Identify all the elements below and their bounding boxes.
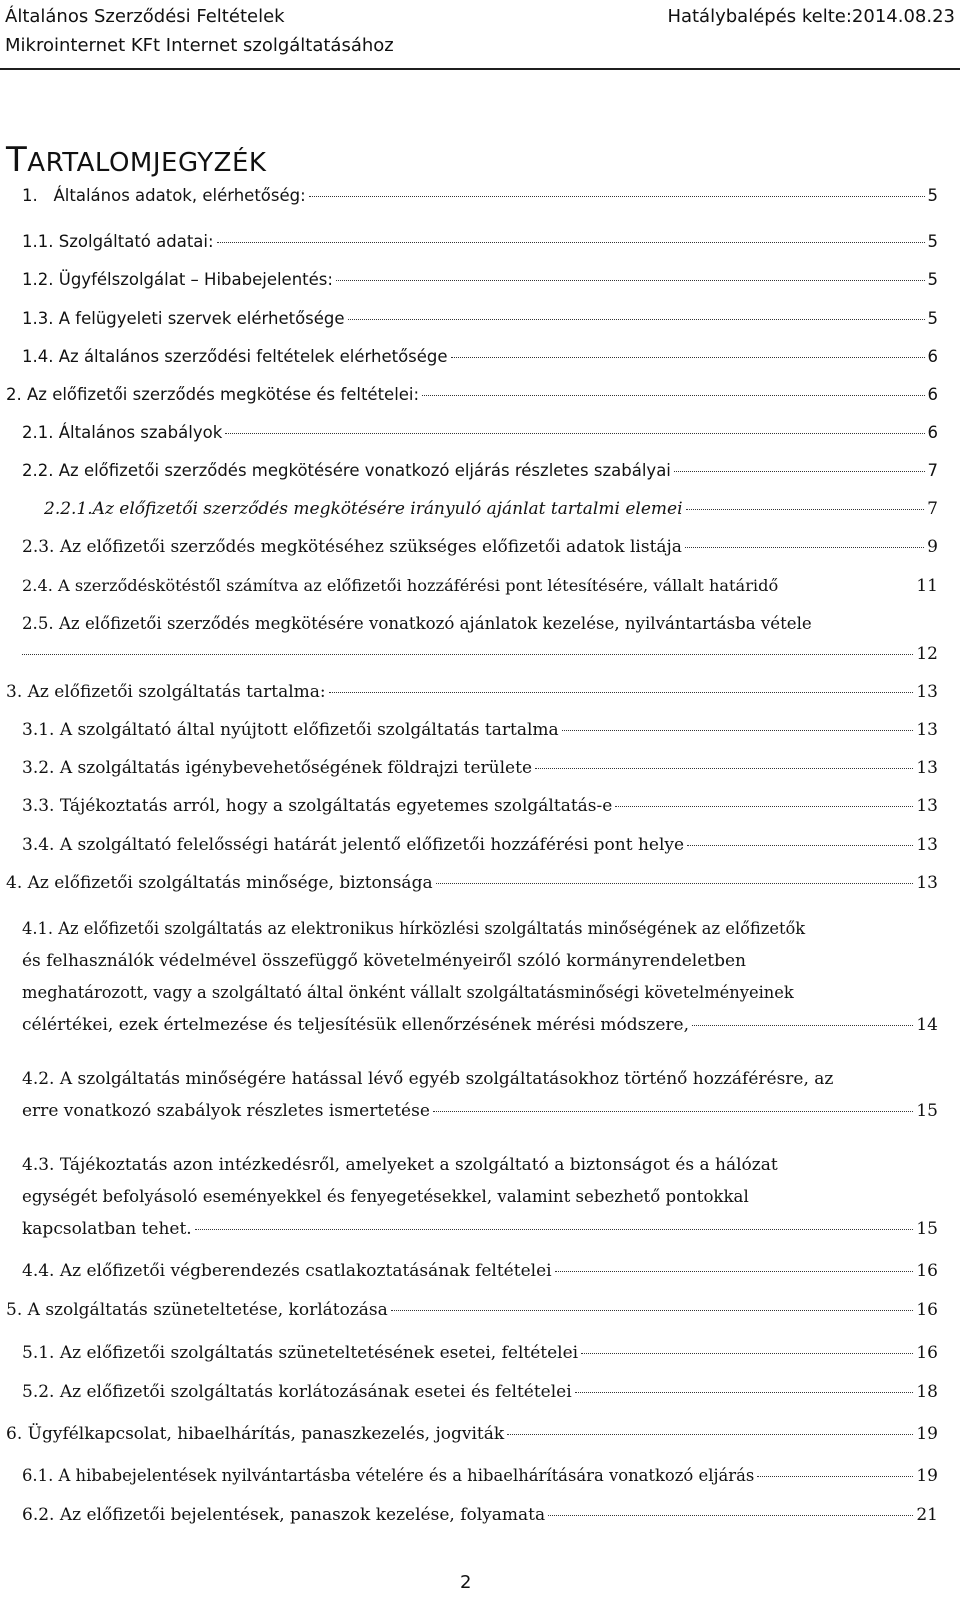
toc-entry[interactable]: 4.4. Az előfizetői végberendezés csatlakoztatásának feltételei 16 [22,1261,938,1281]
toc-entry[interactable]: 1.1. Szolgáltató adatai: 5 [22,232,938,251]
toc-entry[interactable]: 3.1. A szolgáltató által nyújtott előfizetői szolgáltatás tartalma 13 [22,720,938,740]
toc-entry[interactable]: 2.3. Az előfizetői szerződés megkötéséhez szükséges előfizetői adatok listája 9 [22,537,938,557]
toc-entry[interactable]: 4.1. Az előfizetői szolgáltatás az elektronikus hírközlési szolgáltatás minőségének az előfizetők és felhasználók védelmével összefüggő követelményeiről szóló kormányrendeletben meghatározott, vagy a szolgáltató által önként vállalt szolgáltatásminőségi követelményeinek célértékei, ezek értelmezése és teljesítésük ellenőrzésének mérési módszere, 14 [22,919,938,1035]
toc-entry[interactable]: 5.2. Az előfizetői szolgáltatás korlátozásának esetei és feltételei 18 [22,1382,938,1402]
toc-heading: TARTALOMJEGYZÉK [6,140,267,180]
toc-entry[interactable]: 2.5. Az előfizetői szerződés megkötésére vonatkozó ajánlatok kezelése, nyilvántartásba vétele 12 [22,614,938,664]
page-number: 2 [460,1572,472,1593]
toc-entry[interactable]: 2. Az előfizetői szerződés megkötése és feltételei: 6 [6,385,938,404]
toc-entry[interactable]: 3.2. A szolgáltatás igénybevehetőségének földrajzi területe 13 [22,758,938,778]
document-title: Általános Szerződési Feltételek [5,6,285,27]
document-subtitle: Mikrointernet KFt Internet szolgáltatásához [5,35,394,56]
toc-entry[interactable]: 4.2. A szolgáltatás minőségére hatással lévő egyéb szolgáltatásokhoz történő hozzáférésre, az erre vonatkozó szabályok részletes ismertetése 15 [22,1069,938,1121]
toc-entry[interactable]: 1.4. Az általános szerződési feltételek elérhetősége 6 [22,347,938,366]
toc-entry[interactable]: 6. Ügyfélkapcsolat, hibaelhárítás, panaszkezelés, jogviták 19 [6,1424,938,1444]
toc-entry[interactable]: 4. Az előfizetői szolgáltatás minősége, biztonsága 13 [6,873,938,893]
toc-entry[interactable]: 1. Általános adatok, elérhetőség: 5 [22,186,938,205]
toc-entry[interactable]: 2.2.1.Az előfizetői szerződés megkötésére irányuló ajánlat tartalmi elemei 7 [44,499,938,519]
toc-entry[interactable]: 5.1. Az előfizetői szolgáltatás szüneteltetésének esetei, feltételei 16 [22,1343,938,1363]
toc-entry[interactable]: 6.2. Az előfizetői bejelentések, panaszok kezelése, folyamata 21 [22,1505,938,1525]
toc-entry[interactable]: 6.1. A hibabejelentések nyilvántartásba vételére és a hibaelhárítására vonatkozó eljárás 19 [22,1466,938,1486]
toc-entry[interactable]: 2.1. Általános szabályok 6 [22,423,938,442]
toc-entry[interactable]: 3.4. A szolgáltató felelősségi határát jelentő előfizetői hozzáférési pont helye 13 [22,835,938,855]
toc-entry[interactable]: 1.2. Ügyfélszolgálat – Hibabejelentés: 5 [22,270,938,289]
toc-entry[interactable]: 3. Az előfizetői szolgáltatás tartalma: 13 [6,682,938,702]
page-header [0,0,960,70]
toc-entry[interactable]: 2.2. Az előfizetői szerződés megkötésére vonatkozó eljárás részletes szabályai 7 [22,461,938,480]
toc-entry[interactable]: 1.3. A felügyeleti szervek elérhetősége 5 [22,309,938,328]
toc-entry[interactable]: 3.3. Tájékoztatás arról, hogy a szolgáltatás egyetemes szolgáltatás-e 13 [22,796,938,816]
toc-entry[interactable]: 4.3. Tájékoztatás azon intézkedésről, amelyeket a szolgáltató a biztonságot és a hálózat egységét befolyásoló eseményekkel és fenyegetésekkel, valamint sebezhető pontokkal kapcsolatban tehet. 15 [22,1155,938,1239]
toc-entry[interactable]: 2.4. A szerződéskötéstől számítva az előfizetői hozzáférési pont létesítésére, vállalt határidő 11 [22,576,938,596]
toc-entry[interactable]: 5. A szolgáltatás szüneteltetése, korlátozása 16 [6,1300,938,1320]
effective-date: Hatálybalépés kelte:2014.08.23 [667,6,955,27]
